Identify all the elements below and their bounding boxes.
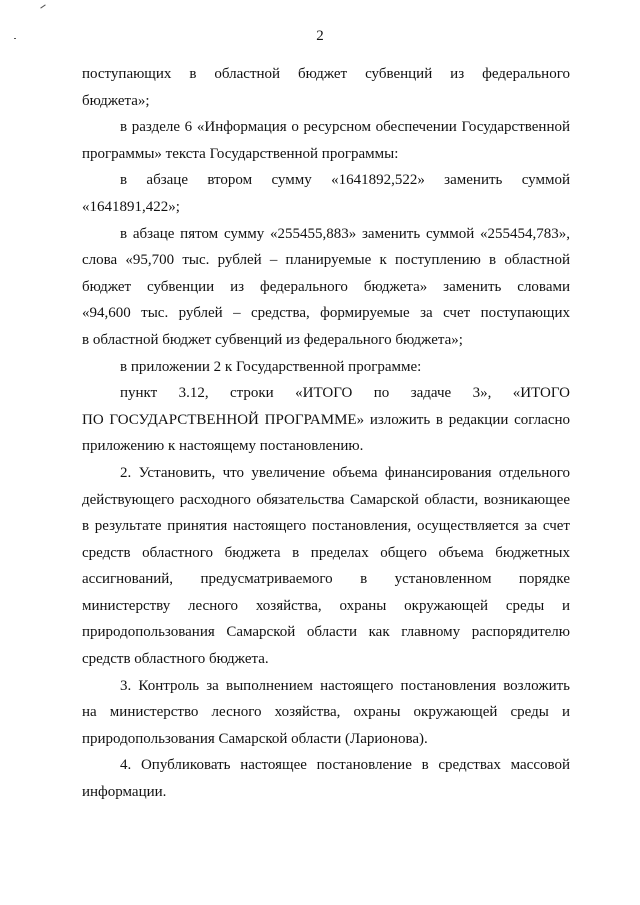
text-line: ПО ГОСУДАРСТВЕННОЙ ПРОГРАММЕ» изложить в редакции согласно (82, 411, 570, 428)
text-line: в разделе 6 «Информация о ресурсном обеспечении Государственной (120, 119, 570, 136)
text-line: программы» текста Государственной программы: (82, 145, 399, 162)
document-body (82, 61, 570, 806)
text-line: бюджет субвенции из федерального бюджета» заменить словами (82, 278, 570, 295)
text-line: 4. Опубликовать настоящее постановление в средствах массовой (120, 757, 570, 774)
text-line: бюджета»; (82, 92, 150, 109)
text-line: в абзаце пятом сумму «255455,883» заменить суммой «255454,783», (120, 225, 570, 242)
text-line: 3. Контроль за выполнением настоящего постановления возложить (120, 677, 570, 694)
paragraph (82, 460, 570, 673)
paragraph (82, 673, 570, 753)
text-line: «94,600 тыс. рублей – средства, формируемые за счет поступающих (82, 305, 570, 322)
text-line: в областной бюджет субвенций из федерального бюджета»; (82, 331, 463, 348)
paragraph (82, 167, 570, 220)
text-line: в результате принятия настоящего постановления, осуществляется за счет (82, 518, 570, 535)
text-line: средств областного бюджета в пределах общего объема бюджетных (82, 544, 570, 561)
text-line: в приложении 2 к Государственной программе: (120, 358, 422, 375)
scan-artifact-mark (40, 4, 45, 8)
text-line: ассигнований, предусматриваемого в установленном порядке (82, 571, 570, 588)
text-line: природопользования Самарской области как главному распорядителю (82, 624, 570, 641)
text-line: слова «95,700 тыс. рублей – планируемые к поступлению в областной (82, 252, 570, 269)
text-line: министерству лесного хозяйства, охраны окружающей среды и (82, 597, 570, 614)
text-line: информации. (82, 784, 167, 801)
text-line: действующего расходного обязательства Самарской области, возникающее (82, 491, 570, 508)
text-line: поступающих в областной бюджет субвенций из федерального (82, 66, 570, 82)
page-number: 2 (316, 28, 324, 44)
paragraph (82, 752, 570, 805)
text-line: 2. Установить, что увеличение объема финансирования отдельного (120, 464, 570, 481)
text-line: на министерство лесного хозяйства, охраны окружающей среды и (82, 704, 570, 721)
text-line: приложению к настоящему постановлению. (82, 438, 364, 455)
text-line: в абзаце втором сумму «1641892,522» заменить суммой (120, 172, 570, 189)
paragraph (82, 61, 570, 114)
paragraph (82, 354, 570, 381)
text-line: средств областного бюджета. (82, 651, 269, 668)
paragraph (82, 114, 570, 167)
paragraph (82, 380, 570, 460)
text-line: «1641891,422»; (82, 198, 180, 215)
text-line: природопользования Самарской области (Ларионова). (82, 730, 428, 747)
text-line: пункт 3.12, строки «ИТОГО по задаче 3», «ИТОГО (120, 385, 570, 402)
paragraph (82, 221, 570, 354)
